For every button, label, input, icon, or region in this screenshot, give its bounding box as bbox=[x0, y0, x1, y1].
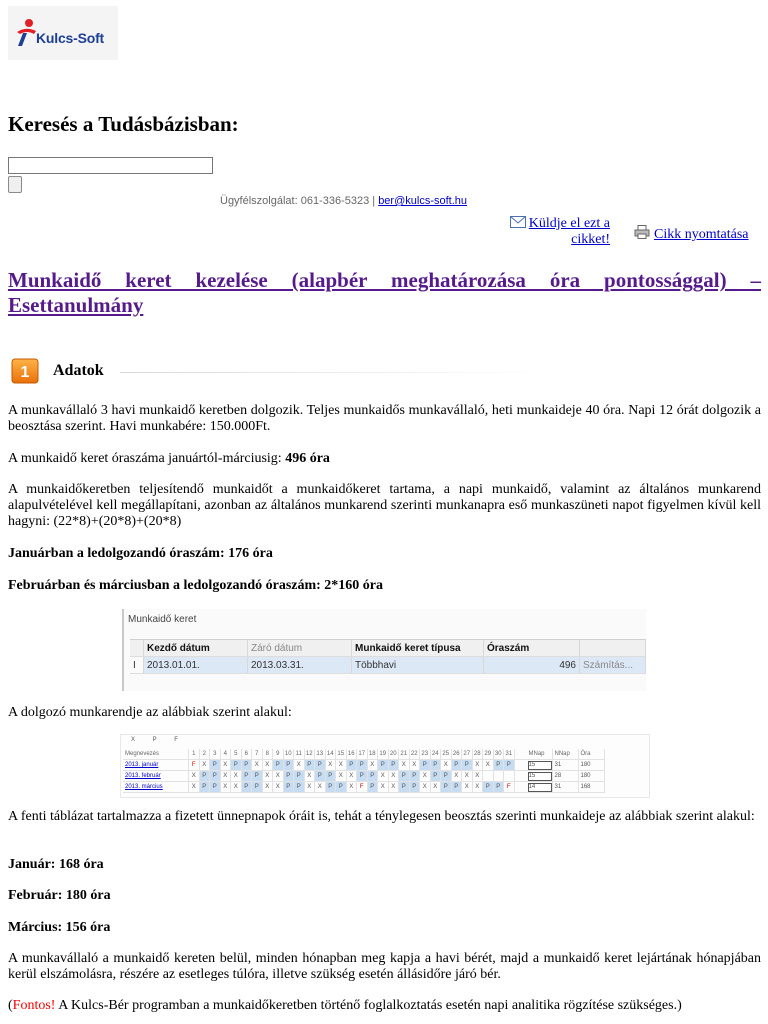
day-header: 14 bbox=[326, 749, 337, 760]
grid-gap bbox=[515, 782, 527, 793]
kulcs-soft-logo[interactable] bbox=[8, 6, 118, 60]
day-header: 15 bbox=[336, 749, 347, 760]
column-header: Munkaidő keret típusa bbox=[352, 640, 484, 656]
day-header: 26 bbox=[452, 749, 463, 760]
sum-cell: 28 bbox=[553, 771, 579, 782]
day-cell: P bbox=[357, 771, 368, 782]
day-cell: P bbox=[200, 771, 211, 782]
day-header: 28 bbox=[473, 749, 484, 760]
day-cell: P bbox=[378, 760, 389, 771]
grid-gap bbox=[515, 760, 527, 771]
schedule-header-row bbox=[123, 749, 605, 760]
screenshot-caption: Munkaidő keret bbox=[128, 614, 197, 625]
day-cell: P bbox=[494, 782, 505, 793]
day-cell: P bbox=[336, 782, 347, 793]
day-cell: P bbox=[210, 771, 221, 782]
day-cell: X bbox=[378, 771, 389, 782]
schedule-row bbox=[123, 782, 605, 793]
day-cell: X bbox=[389, 771, 400, 782]
day-cell: P bbox=[242, 782, 253, 793]
january-actual-hours: Január: 168 óra bbox=[8, 857, 104, 872]
day-cell: P bbox=[368, 771, 379, 782]
day-cell: F bbox=[189, 760, 200, 771]
search-input[interactable] bbox=[8, 157, 213, 174]
day-cell: X bbox=[462, 782, 473, 793]
sum-cell: 31 bbox=[553, 782, 579, 793]
day-cell: X bbox=[378, 782, 389, 793]
day-cell: X bbox=[200, 760, 211, 771]
day-cell: P bbox=[242, 760, 253, 771]
day-cell: X bbox=[420, 782, 431, 793]
day-cell: X bbox=[305, 782, 316, 793]
day-cell: P bbox=[431, 760, 442, 771]
day-cell: X bbox=[347, 771, 358, 782]
day-cell: P bbox=[347, 760, 358, 771]
support-line bbox=[220, 195, 467, 207]
row-selector: I bbox=[130, 657, 144, 673]
day-header: 18 bbox=[368, 749, 379, 760]
day-cell: F bbox=[357, 782, 368, 793]
day-cell: P bbox=[389, 760, 400, 771]
day-cell: P bbox=[284, 771, 295, 782]
day-header: 23 bbox=[420, 749, 431, 760]
day-cell: X bbox=[231, 771, 242, 782]
day-cell: P bbox=[462, 760, 473, 771]
table-cell: 2013.01.01. bbox=[144, 657, 248, 673]
paragraph-frame-hours bbox=[8, 451, 761, 467]
logo-text: Kulcs-Soft bbox=[36, 30, 105, 46]
day-cell: P bbox=[441, 782, 452, 793]
day-cell: P bbox=[483, 782, 494, 793]
day-cell bbox=[494, 771, 505, 782]
day-cell: X bbox=[473, 771, 484, 782]
day-header: 31 bbox=[504, 749, 515, 760]
sum-header: Óra bbox=[579, 749, 605, 760]
envelope-icon bbox=[510, 216, 526, 228]
month-link: 2013. január bbox=[123, 760, 189, 771]
sum-cell: 180 bbox=[579, 760, 605, 771]
day-header: 8 bbox=[263, 749, 274, 760]
day-cell: X bbox=[336, 760, 347, 771]
day-cell bbox=[483, 771, 494, 782]
send-article[interactable] bbox=[498, 216, 610, 248]
day-cell: X bbox=[473, 760, 484, 771]
sum-cell: 168 bbox=[579, 782, 605, 793]
day-cell: X bbox=[483, 760, 494, 771]
print-article[interactable] bbox=[634, 225, 749, 243]
day-cell: P bbox=[441, 771, 452, 782]
march-actual-hours: Március: 156 óra bbox=[8, 920, 111, 935]
day-cell: X bbox=[263, 782, 274, 793]
important-note bbox=[8, 998, 761, 1014]
day-cell: P bbox=[452, 760, 463, 771]
day-cell: X bbox=[273, 782, 284, 793]
table-row bbox=[130, 657, 646, 674]
day-header: 20 bbox=[389, 749, 400, 760]
day-cell: P bbox=[200, 782, 211, 793]
schedule-name-header: Megnevezés bbox=[123, 749, 189, 760]
day-cell: X bbox=[452, 771, 463, 782]
day-cell: X bbox=[263, 760, 274, 771]
day-cell: P bbox=[504, 760, 515, 771]
step-badge bbox=[11, 358, 39, 384]
schedule-screenshot bbox=[120, 734, 650, 798]
day-cell: P bbox=[294, 782, 305, 793]
feb-march-required-hours: Februárban és márciusban a ledolgozandó óraszám: 2*160 óra bbox=[8, 578, 384, 593]
grid-gap bbox=[515, 771, 527, 782]
day-header: 10 bbox=[284, 749, 295, 760]
day-cell: P bbox=[242, 771, 253, 782]
sum-header: MNap bbox=[527, 749, 553, 760]
grid-gap bbox=[515, 749, 527, 760]
day-cell: P bbox=[326, 771, 337, 782]
day-cell bbox=[504, 771, 515, 782]
day-cell: X bbox=[189, 782, 200, 793]
work-frame-screenshot bbox=[122, 609, 646, 691]
day-cell: X bbox=[221, 771, 232, 782]
day-header: 19 bbox=[378, 749, 389, 760]
day-cell: X bbox=[347, 782, 358, 793]
day-cell: P bbox=[210, 782, 221, 793]
column-header: Záró dátum bbox=[248, 640, 352, 656]
sum-cell: 14 bbox=[527, 782, 553, 793]
screenshot-edge bbox=[122, 609, 124, 691]
day-header: 7 bbox=[252, 749, 263, 760]
send-article-link[interactable]: Küldje el ezt a cikket! bbox=[528, 216, 610, 247]
support-email-link[interactable]: ber@kulcs-soft.hu bbox=[378, 195, 467, 207]
month-link: 2013. február bbox=[123, 771, 189, 782]
day-cell: X bbox=[221, 760, 232, 771]
day-header: 3 bbox=[210, 749, 221, 760]
sum-cell: 31 bbox=[553, 760, 579, 771]
table-cell: Többhavi bbox=[352, 657, 484, 673]
day-cell: X bbox=[368, 760, 379, 771]
column-header: Kezdő dátum bbox=[144, 640, 248, 656]
column-header: Óraszám bbox=[484, 640, 580, 656]
step-number-icon bbox=[11, 358, 39, 384]
paragraph-schedule-intro: A dolgozó munkarendje az alábbiak szerint alakul: bbox=[8, 705, 292, 720]
article-title-link[interactable]: Munkaidő keret kezelése (alapbér meghatározása óra pontossággal) – Esettanulmány bbox=[8, 268, 761, 317]
frame-hours-value: 496 óra bbox=[285, 451, 330, 466]
day-cell: X bbox=[410, 760, 421, 771]
logo-figure-icon bbox=[14, 18, 38, 48]
day-cell: P bbox=[252, 782, 263, 793]
day-cell: X bbox=[473, 782, 484, 793]
day-cell: P bbox=[315, 771, 326, 782]
day-cell: P bbox=[273, 760, 284, 771]
paragraph-calculation: A munkaidőkeretben teljesítendő munkaidőt a munkaidőkeret tartama, a napi munkaidő, valamint az általános munkarend alapulvételével kell megállapítani, azonban az általános munkarend szerinti munkanapra eső munkaszüneti napot figyelmen kívül kell hagyni: (22*8)+(20*8)+(20*8) bbox=[8, 482, 761, 529]
day-header: 29 bbox=[483, 749, 494, 760]
sum-cell: 15 bbox=[527, 760, 553, 771]
day-cell: P bbox=[305, 760, 316, 771]
day-cell: P bbox=[431, 771, 442, 782]
day-header: 9 bbox=[273, 749, 284, 760]
day-cell: X bbox=[462, 771, 473, 782]
day-cell: X bbox=[326, 760, 337, 771]
paragraph-employee: A munkavállaló 3 havi munkaidő keretben dolgozik. Teljes munkaidős munkavállaló, heti munkaideje 40 óra. Napi 12 órát dolgozik a beosztása szerint. Havi munkabére: 150.000Ft. bbox=[8, 403, 761, 434]
day-cell: P bbox=[284, 760, 295, 771]
day-header: 25 bbox=[441, 749, 452, 760]
day-header: 12 bbox=[305, 749, 316, 760]
section-title: Adatok bbox=[53, 362, 104, 379]
work-frame-table bbox=[130, 639, 646, 674]
frame-hours-text: A munkaidő keret óraszáma januártól-márciusig: bbox=[8, 451, 286, 466]
search-heading: Keresés a Tudásbázisban: bbox=[8, 112, 239, 136]
print-article-link[interactable]: Cikk nyomtatása bbox=[654, 227, 749, 242]
day-cell: X bbox=[441, 760, 452, 771]
day-cell: X bbox=[294, 760, 305, 771]
day-header: 30 bbox=[494, 749, 505, 760]
day-cell: P bbox=[410, 771, 421, 782]
support-phone-label: Ügyfélszolgálat: 061-336-5323 | bbox=[220, 195, 379, 207]
day-header: 4 bbox=[221, 749, 232, 760]
column-header-empty bbox=[580, 640, 646, 656]
table-header-row bbox=[130, 640, 646, 657]
step-number: 1 bbox=[20, 364, 30, 381]
day-cell: X bbox=[420, 771, 431, 782]
day-cell: X bbox=[389, 782, 400, 793]
day-cell: P bbox=[294, 771, 305, 782]
day-cell: X bbox=[273, 771, 284, 782]
day-cell: P bbox=[410, 782, 421, 793]
table-cell: 496 bbox=[484, 657, 580, 673]
day-cell: X bbox=[305, 771, 316, 782]
day-header: 17 bbox=[357, 749, 368, 760]
sum-header: NNap bbox=[553, 749, 579, 760]
day-cell: P bbox=[399, 771, 410, 782]
schedule-grid bbox=[123, 749, 605, 793]
day-header: 11 bbox=[294, 749, 305, 760]
paragraph-actual-hours: A fenti táblázat tartalmazza a fizetett ünnepnapok óráit is, tehát a ténylegesen beosztás szerinti munkaideje az alábbiak szerint alakul: bbox=[8, 809, 755, 824]
sum-cell: 180 bbox=[579, 771, 605, 782]
day-cell: P bbox=[399, 782, 410, 793]
note-open-paren: ( bbox=[8, 998, 13, 1013]
calculate-button: Számítás... bbox=[580, 657, 646, 673]
day-cell: P bbox=[231, 760, 242, 771]
day-cell: P bbox=[210, 760, 221, 771]
search-submit-button[interactable] bbox=[8, 176, 22, 193]
day-header: 24 bbox=[431, 749, 442, 760]
day-header: 6 bbox=[242, 749, 253, 760]
day-cell: P bbox=[494, 760, 505, 771]
day-cell: P bbox=[284, 782, 295, 793]
day-header: 16 bbox=[347, 749, 358, 760]
day-cell: X bbox=[231, 782, 242, 793]
day-header: 21 bbox=[399, 749, 410, 760]
schedule-legend: X P F bbox=[131, 737, 186, 743]
day-cell: P bbox=[252, 771, 263, 782]
day-cell: X bbox=[431, 782, 442, 793]
sum-cell: 15 bbox=[527, 771, 553, 782]
day-cell: P bbox=[326, 782, 337, 793]
table-cell: 2013.03.31. bbox=[248, 657, 352, 673]
printer-icon bbox=[634, 225, 650, 239]
row-selector-header bbox=[130, 640, 144, 656]
section-divider bbox=[120, 372, 555, 373]
day-header: 1 bbox=[189, 749, 200, 760]
day-cell: P bbox=[368, 782, 379, 793]
day-header: 5 bbox=[231, 749, 242, 760]
important-label: Fontos! bbox=[12, 998, 56, 1013]
day-cell: P bbox=[452, 782, 463, 793]
day-cell: X bbox=[315, 782, 326, 793]
day-cell: P bbox=[315, 760, 326, 771]
month-link: 2013. március bbox=[123, 782, 189, 793]
day-cell: P bbox=[420, 760, 431, 771]
january-required-hours: Januárban a ledolgozandó óraszám: 176 óra bbox=[8, 546, 273, 561]
day-cell: X bbox=[399, 760, 410, 771]
paragraph-settlement: A munkavállaló a munkaidő kereten belül, minden hónapban meg kapja a havi bérét, majd a munkaidő keret lejártának hónapjában kerül elszámolásra, részére az esetleges túlóra, illetve szükség esetén állásidőre járó bér. bbox=[8, 951, 761, 982]
february-actual-hours: Február: 180 óra bbox=[8, 888, 111, 903]
schedule-row bbox=[123, 760, 605, 771]
article-title bbox=[8, 268, 761, 318]
day-header: 27 bbox=[462, 749, 473, 760]
day-header: 13 bbox=[315, 749, 326, 760]
day-cell: X bbox=[263, 771, 274, 782]
note-text: A Kulcs-Bér programban a munkaidőkeretben történő foglalkoztatás esetén napi analitika rögzítése szükséges.) bbox=[55, 998, 682, 1013]
day-cell: X bbox=[336, 771, 347, 782]
day-cell: X bbox=[252, 760, 263, 771]
schedule-row bbox=[123, 771, 605, 782]
day-cell: F bbox=[504, 782, 515, 793]
day-header: 22 bbox=[410, 749, 421, 760]
day-cell: P bbox=[357, 760, 368, 771]
day-cell: X bbox=[189, 771, 200, 782]
day-cell: X bbox=[221, 782, 232, 793]
day-header: 2 bbox=[200, 749, 211, 760]
